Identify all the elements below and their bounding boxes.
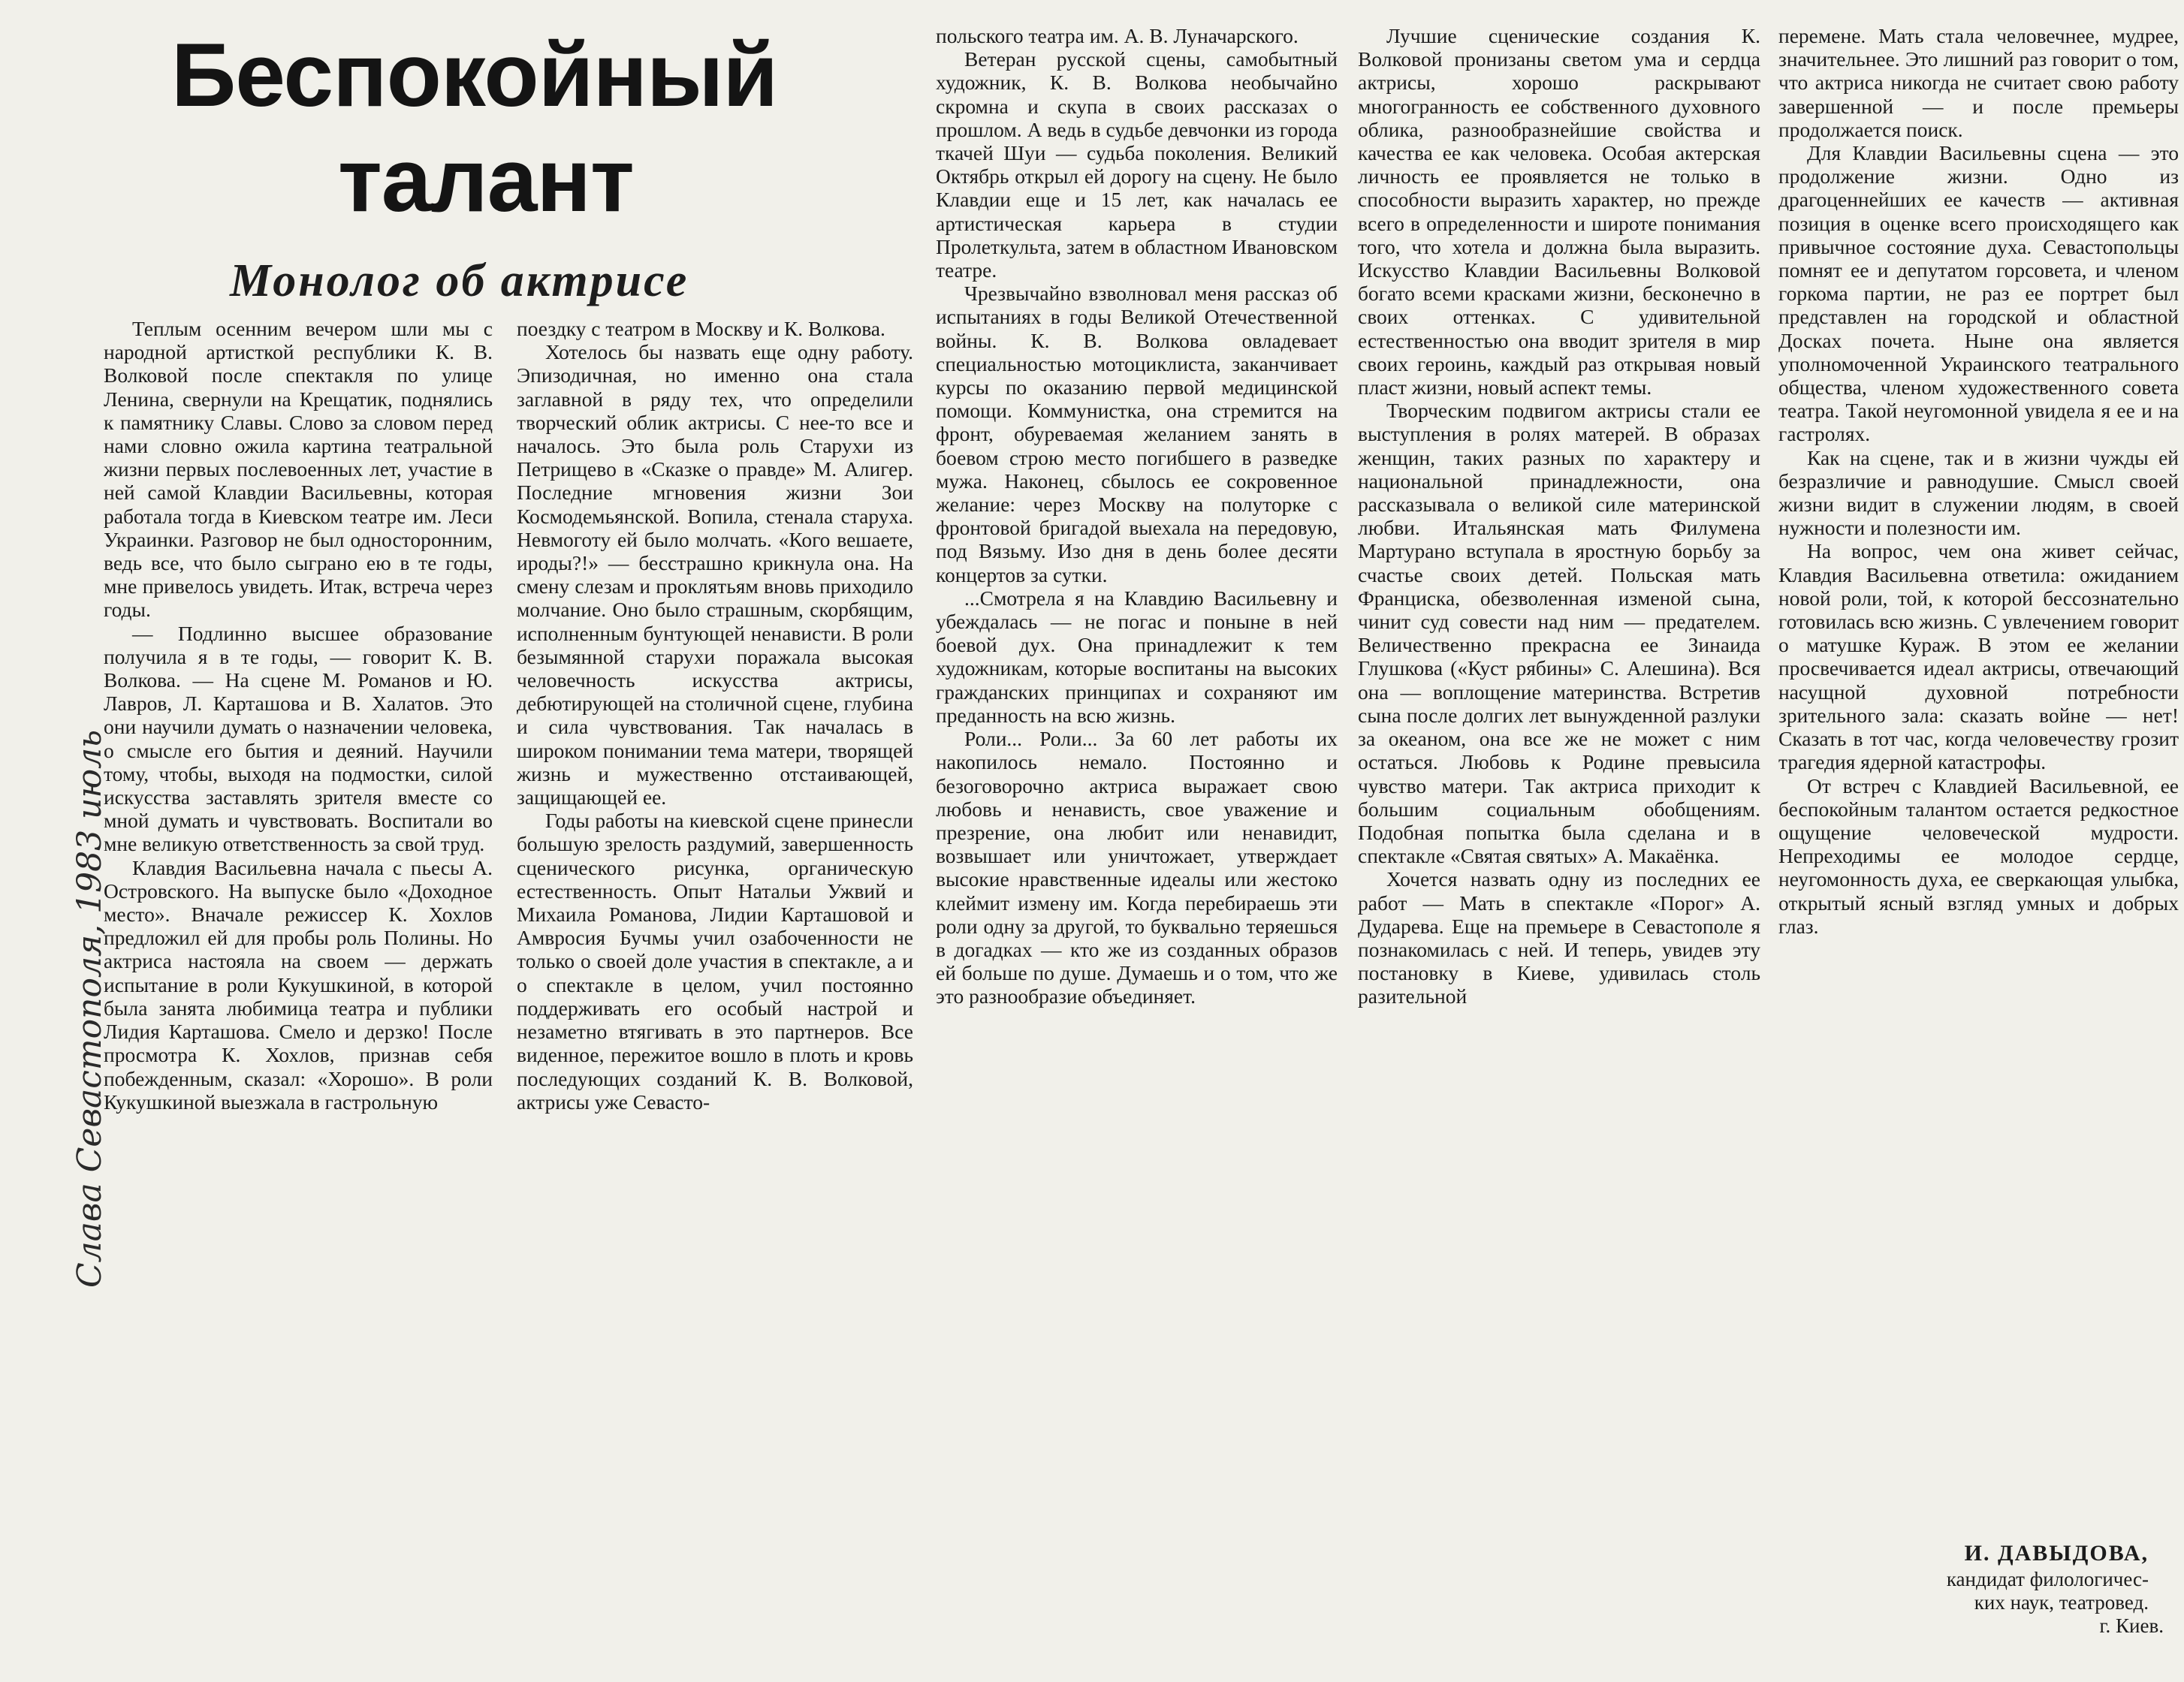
author-city: г. Киев. <box>2099 1614 2164 1637</box>
headline-line-2: талант <box>338 130 634 231</box>
article-column-3 <box>936 24 1338 1668</box>
author-title-line-1: кандидат филологичес- <box>1946 1568 2149 1590</box>
article-headline <box>171 23 922 233</box>
paragraph: Как на сцене, так и в жизни чужды ей безразличие и равнодушие. Смысл своей жизни видит в служении людям, в своей нужности и полезности им. <box>1778 445 2179 540</box>
article-subtitle: Монолог об актрисе <box>230 255 689 306</box>
article-column-4 <box>1358 24 1760 1668</box>
paragraph: На вопрос, чем она живет сейчас, Клавдия Васильевна ответила: ожиданием новой роли, той, к которой бессознательно готовилась всю жизнь. С увлечением говорит о матушке Кураж. В этом ее желании просвечивается идеал актрисы, отвечающий насущной духовной потребности зрительного зала: сказать войне — нет! Сказать в тот час, когда человечеству грозит трагедия ядерной катастрофы. <box>1778 539 2179 774</box>
paragraph: Лучшие сценические создания К. Волковой пронизаны светом ума и сердца актрисы, хорошо раскрывают многогранность ее собственного духовного облика, разнообразнейшие свойства и качества ее как человека. Особая актерская личность ее проявляется не только в способности выразить характер, но прежде всего в определенности и широте понимания того, что хотела и должна была выразить. Искусство Клавдии Васильевны Волковой богато всеми красками жизни, бесконечно в своих оттенках. С удивительной естественностью она вводит зрителя в мир своих героинь, каждый раз открывая новый пласт жизни, новый аспект темы. <box>1358 24 1760 399</box>
paragraph: Творческим подвигом актрисы стали ее выступления в ролях матерей. В образах женщин, таких разных по характеру и национальной принадлежности, она рассказывала о великой силе материнской любви. Итальянская мать Филумена Мартурано вступала в яростную борьбу за счастье своих детей. Польская мать Франциска, обезволенная изменой сына, чинит суд совести над ним — предателем. Величественно прекрасна ее Зинаида Глушкова («Куст рябины» С. Алешина). Вся она — воплощение материнства. Встретив сына после долгих лет вынужденной разлуки за океаном, она все же не может с ним остаться. Любовь к Родине превысила чувство матери. Так актриса приходит к большим социальным обобщениям. Подобная попытка была сделана и в спектакле «Святая святых» А. Макаёнка. <box>1358 399 1760 868</box>
author-title-line-2: ких наук, театровед. <box>1974 1591 2149 1614</box>
headline-line-1: Беспокойный <box>171 25 778 125</box>
article-column-2 <box>517 317 913 1668</box>
paragraph: Хотелось бы назвать еще одну работу. Эпизодичная, но именно она стала заглавной в ряду тех, что определили творческий облик актрисы. С нее-то все и началось. Это была роль Старухи из Петрищево в «Сказке о правде» М. Алигер. Последние мгновения жизни Зои Космодемьянской. Вопила, стенала старуха. Невмоготу ей было молчать. «Кого вешаете, ироды?!» — бесстрашно крикнула она. На смену слезам и проклятьям вновь приходило молчание. Оно было страшным, скорбящим, исполненным бунтующей ненависти. В роли безымянной старухи поражала высокая человечность искусства актрисы, дебютирующей на столичной сцене, глубина и сила чувствования. Так началась в широком понимании тема матери, творящей жизнь и мужественно отстаивающей, защищающей ее. <box>517 340 913 809</box>
paragraph: Чрезвычайно взволновал меня рассказ об испытаниях в годы Великой Отечественной войны. К. В. Волкова овладевает специальностью мотоциклиста, заканчивает курсы по оказанию первой медицинской помощи. Коммунистка, она стремится на фронт, обуреваемая желанием занять в боевом строю место погибшего в разведке мужа. Наконец, сбылось ее сокровенное желание: через Москву на полуторке с фронтовой бригадой выехала на передовую, под Вязьму. Изо дня в день более десяти концертов за сутки. <box>936 282 1338 586</box>
paragraph: Хочется назвать одну из последних ее работ — Мать в спектакле «Порог» А. Дударева. Еще на премьере в Севастополе я познакомилась с ней. И теперь, увидев эту постановку в Киеве, удивилась столь разительной <box>1358 867 1760 1008</box>
author-signature <box>1778 1539 2179 1638</box>
paragraph: Роли... Роли... За 60 лет работы их накопилось немало. Постоянно и безоговорочно актриса выражает свою любовь и ненависть, свое уважение и презрение, она любит или ненавидит, возвышает или уничтожает, утверждает высокие нравственные идеалы или жестоко клеймит измену им. Когда перебираешь эти роли одну за другой, то буквально теряешься в догадках — кто же из созданных образов ей больше по душе. Думаешь и о том, что же это разнообразие объединяет. <box>936 727 1338 1008</box>
article-column-1 <box>104 317 493 1668</box>
paragraph: Для Клавдии Васильевны сцена — это продолжение жизни. Одно из драгоценнейших ее качеств — активная позиция в оценке всего происходящего как привычное состояние духа. Севастопольцы помнят ее и депутатом горсовета, и членом горкома партии, не раз ее портрет был представлен на городской и областной Досках почета. Ныне она является уполномоченной Украинского театрального общества, членом художественного совета театра. Такой неугомонной увидела я ее и на гастролях. <box>1778 141 2179 446</box>
paragraph: Теплым осенним вечером шли мы с народной артисткой республики К. В. Волковой после спектакля по улице Ленина, свернули на Крещатик, поднялись к памятнику Славы. Слово за словом перед нами словно ожила картина театральной жизни первых послевоенных лет, участие в ней самой Клавдии Васильевны, которая работала тогда в Киевском театре им. Леси Украинки. Разговор не был односторонним, ведь все, что было сыграно ею в те годы, мне привелось увидеть. Итак, встреча через годы. <box>104 317 493 622</box>
paragraph: От встреч с Клавдией Васильевной, ее беспокойным талантом остается редкостное ощущение человеческой мудрости. Непреходимы ее молодое сердце, неугомонность духа, ее сверкающая улыбка, открытый ясный взгляд умных и добрых глаз. <box>1778 773 2179 938</box>
paragraph: — Подлинно высшее образование получила я в те годы, — говорит К. В. Волкова. — На сцене М. Романов и Ю. Лавров, Л. Карташова и В. Халатов. Это они научили думать о назначении человека, о смысле его бытия и деяний. Научили тому, чтобы, выходя на подмостки, силой искусства заставлять зрителя вместе со мной думать и чувствовать. Воспитали во мне великую ответственность за свой труд. <box>104 621 493 856</box>
paragraph: ...Смотрела я на Клавдию Васильевну и убеждалась — не погас и поныне в ней боевой дух. Она принадлежит к тем художникам, которые воспитаны на высоких гражданских принципах и сохраняют им преданность на всю жизнь. <box>936 586 1338 727</box>
author-name: И. ДАВЫДОВА, <box>1964 1541 2149 1566</box>
article-column-5 <box>1778 24 2179 1263</box>
paragraph: Годы работы на киевской сцене принесли большую зрелость раздумий, завершенность сценического рисунка, органическую естественность. Опыт Натальи Ужвий и Михаила Романова, Лидии Карташовой и Амвросия Бучмы учил озабоченности не только о своей доле участия в спектакле, а и о спектакле в целом, учил постоянно поддерживать его особый настрой и незаметно втягивать в это партнеров. Все виденное, пережитое вошло в плоть и кровь последующих созданий К. В. Волковой, актрисы уже Севасто- <box>517 809 913 1114</box>
handwritten-annotation: Слава Севастополя, 1983 июль <box>71 729 109 1288</box>
paragraph: перемене. Мать стала человечнее, мудрее, значительнее. Это лишний раз говорит о том, что актриса никогда не считает свою работу завершенной — и после премьеры продолжается поиск. <box>1778 24 2179 141</box>
paragraph: Клавдия Васильевна начала с пьесы А. Островского. На выпуске было «Доходное место». Вначале режиссер К. Хохлов предложил ей для пробы роль Полины. Но актриса настояла на своем — держать испытание в роли Кукушкиной, в которой была занята любимица театра и публики Лидия Карташова. Смело и дерзко! После просмотра К. Хохлов, признав себя побежденным, сказал: «Хорошо». В роли Кукушкиной выезжала в гастрольную <box>104 855 493 1114</box>
paragraph: Ветеран русской сцены, самобытный художник, К. В. Волкова необычайно скромна и скупа в своих рассказах о прошлом. А ведь в судьбе девчонки из города ткачей Шуи — судьба поколения. Великий Октябрь открыл ей дорогу на сцену. Не было Клавдии еще и 15 лет, как началась ее артистическая карьера в студии Пролеткульта, затем в областном Ивановском театре. <box>936 47 1338 282</box>
paragraph: польского театра им. А. В. Луначарского. <box>936 24 1299 47</box>
paragraph: поездку с театром в Москву и К. Волкова. <box>517 317 885 340</box>
